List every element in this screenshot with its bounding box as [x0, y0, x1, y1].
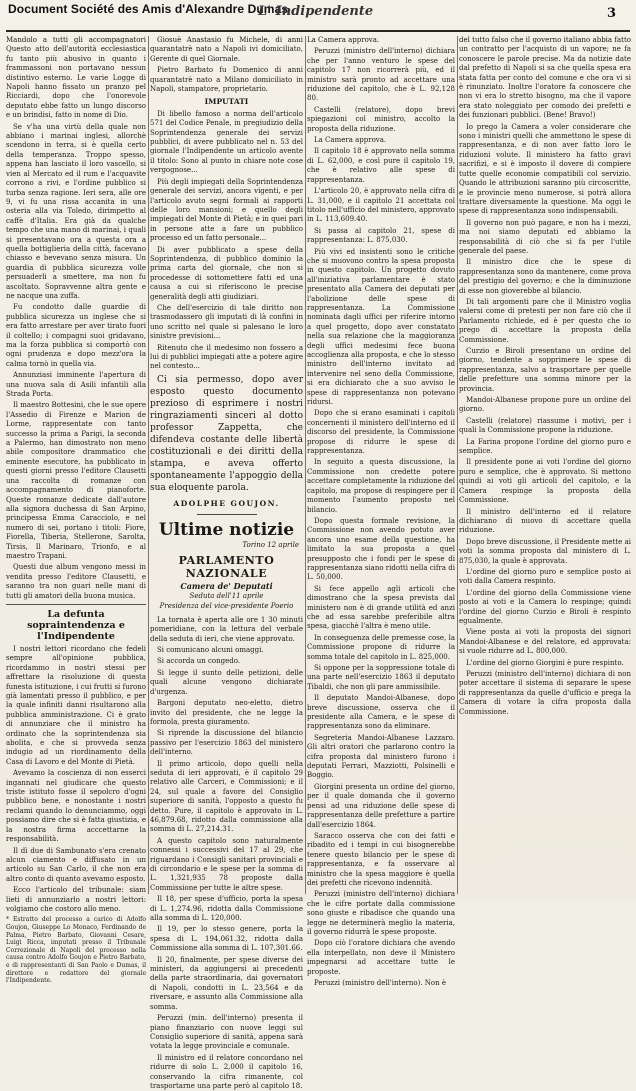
article-paragraph: Peruzzi (ministro dell'interno) dichiara che le cifre portate dalla commissione sono giuste e ribadisce che quando una legge ne determinerà meglio la materia, il governo ridurrà le spese proposte.	[307, 890, 455, 936]
signature: ADOLPHE GOUJON.	[173, 498, 280, 508]
article-paragraph: Ecco l'articolo del tribunale: siam lieti di annunziarlo a nostri lettori: volgiamo che costoro allo meno.	[6, 886, 146, 913]
article-paragraph: Più vivi ed insistenti sono le critiche che si muovono contro la spesa proposta in questo capitolo. Un progetto dovuto all'iniziativa parlamentare è stato presentato alla Camera dei deputati per l'abolizione delle spese di rappresentanza. La Commissione nominata dagli uffici per riferire intorno a quel progetto, dopo aver constatato nella sua relazione che la maggioranza degli uffici medesimi fece buona accoglienza alla proposta, e che lo stesso ministro dell'interno invitato ad intervenire nel seno della Commissione, si era dichiarato che a suo avviso le spese di rappresentanza non potevano ridursi.	[307, 247, 455, 407]
article-paragraph: Si comunicano alcuni omaggi.	[157, 646, 264, 655]
article-paragraph: I nostri lettori ricordano che fedeli sempre all'opinione pubblica, ricordammo in nostri stessi per affrettare la risoluzione di questa funesta istituzione, i cui frutti si furono già lamentati presso il pubblico, e per la quale infiniti danni risultarono alla pubblica amministrazione. Ci è grato di annunziare che il ministro ha ordinato che la soprintendenza sia abolita, e che si provveda senza indugio ad un riordinamento della Casa di Lavoro e del Monte di Pietà.	[6, 644, 146, 766]
article-paragraph: Bargoni deputato neo-eletto, dietro invito del presidente, che ne legge la formola, presta giuramento.	[150, 699, 303, 726]
article-paragraph: Mandolo a tutti gli accompagnatori Questo atto dell'autorità ecclesiastica fu tanto più abusivo in quanto i frammassoni non portavano nessun distintivo esterno. Le varie Logge di Napoli hanno fissato un pranzo pel Ricciardi, dopo che l'onorevole deputato ebbe fatto un lungo discorso e un brindisi, fatto in nome di Dio.	[6, 36, 146, 120]
article-paragraph: L'ordine del giorno Giorgini è pure respinto.	[466, 658, 624, 667]
article-paragraph: Il ministro dice che le spese di rappresentanza sono da mantenere, come prova del prestigio del governo; e che la diminuzione di esse non gioverebbe al bilancio.	[459, 258, 631, 295]
article-paragraph: Peruzzi (ministro dell'interno) dichiara di non poter accettare il sistema di separare le spese di rappresentanza da quelle d'ufficio e prega la Camera di votare la cifra proposta dalla Commissione.	[459, 670, 631, 716]
article-paragraph: Dopo breve discussione, il Presidente mette ai voti la somma proposta dal ministero di L. 875,030, la quale è approvata.	[459, 537, 631, 565]
article-paragraph: Saracco osserva che con dei fatti e ribadito ed i tempi in cui bisognerebbe tenere questo bilancio per le spese di rappresentanza, e fa osservare al ministro che la spesa maggiore è quella dei prefetti che ricevono indennità.	[307, 831, 455, 887]
article-paragraph: Si fece appello agli articoli che dimostrano che la spesa prevista dal ministero non è di grande utilità ed anzi che ad essa sarebbe preferibile altra spesa, giacchè l'altra è meno utile.	[307, 584, 455, 631]
article-paragraph: Si riprende la discussione del bilancio passivo per l'esercizio 1863 del ministero dell'interno.	[150, 729, 303, 757]
article-paragraph: Giorgini presenta un ordine del giorno, per il quale domanda che il governo pensi ad una riduzione delle spese di rappresentanza delle prefetture a partire dall'esercizio 1864.	[307, 782, 455, 829]
article-paragraph: Pietro Barbato fu Domenico di anni quarantatrè nato a Milano domiciliato in Napoli, stampatore, proprietario.	[150, 66, 303, 94]
article-paragraph: La Camera approva.	[307, 36, 380, 44]
article-paragraph: Il 18, per spese d'ufficio, porta la spesa di L. 1,274.96, ridotta dalla Commissione alla somma di L. 120,000.	[150, 895, 303, 923]
document-source-label: Document Société des Amis d'Alexandre Dumas	[8, 2, 289, 16]
article-paragraph: Di aver pubblicato a spese della Soprintendenza, di pubblico dominio la prima carta del giornale, che non si procedesse di sottomettere fatti ed una causa a cui si riferiscono le precise generalità degli atti giudiziari.	[150, 245, 303, 301]
article-paragraph: Viene posta ai voti la proposta dei signori Mandoi-Albanese e del relatore, ed approvata: si vuole ridurre ad L. 800,000.	[459, 628, 631, 656]
column-divider	[305, 36, 306, 894]
article-paragraph: In seguito a questa discussione, la Commissione non credette potere accettare completamente la riduzione del capitolo, ma propose di respingere per il momento l'aumento proposto nel bilancio.	[307, 458, 455, 514]
article-paragraph: Si oppone per la soppressione totale di una parte nell'esercizio 1863 il deputato Tibaldi, che non gli pare ammissibile.	[307, 664, 455, 691]
article-paragraph: Peruzzi (ministro dell'interno) dichiara che per l'anno venturo le spese del capitolo 17 non ricorrerà più, ed il ministro sarà pronto ad accettare una riduzione del capitolo, che è L. 92,128 80.	[307, 47, 455, 103]
article-paragraph: Fu condotto dalle guardie di pubblica sicurezza un inglese che si era fatto arrestare per aver tirato fuori il coltello; i compagni suoi gridavano, ma la forza pubblica si comportò con ogni prudenza e dopo mezz'ora la calma tornò in quella via.	[6, 303, 146, 368]
article-paragraph: L'ordine del giorno della Commissione viene posto ai voti e la Camera lo respinge; quindi l'ordine del giorno Curzio e Biroli è respinto egualmente.	[459, 588, 631, 625]
article-paragraph: Il dì due di Sambunato s'era crenato alcun ciamento e diffusato in un articolo su San Carlo, il che non era altro conto di quanto avevamo esposto.	[6, 846, 146, 883]
section-divider	[6, 604, 146, 605]
article-paragraph: Castelli (relatore), dopo brevi spiegazioni col ministro, accolto la proposta della riduzione.	[307, 105, 455, 133]
article-paragraph: Se v'ha una virtù della quale non abbiano i marinai inglesi, allorchè scendono in terra, si è quella certo della temperanza. Troppo spesso, appena han lasciato il loro vascello, si vien al Mercato ed il rum e l'acquavite corrono a rivi, e l'ordine pubblico si turba senza ragione. Ieri sera, alle ore 9, vi fu una rissa accanita in una osteria alla via Toledo, dirimpetto al caffè d'Italia. Era già da qualche tempo che una mano di marinai, i quali si presentavano ora a questa ora a quella bottiglieria della città, facevano chiasso e bevevano senza misura. Un guardia di pubblica sicurezza volle persuaderli a smettere, ma non fu ascoltato. Sopravvenne altra gente e ne nacque una zuffa.	[6, 122, 146, 300]
column-divider	[457, 36, 458, 894]
article-paragraph: Si passa al capitolo 21, spese di rappresentanza: L. 875,030.	[307, 226, 455, 245]
article-paragraph: Io prego la Camera a voler considerare che sono i ministri quelli che ammettono le spese di rappresentanza, e di non aver fatto loro le riduzioni volute. Il ministero ha fatto gravi sacrifizi, e si è imposto il dovere di compiere tutte quelle economie compatibili col servizio. Quando le attribuzioni saranno più circoscritte, e le provincie meno numerose, si potrà allora trattare diversamente la questione. Ma oggi le spese di rappresentanza sono indispensabili.	[459, 122, 631, 216]
article-paragraph: La Camera approva.	[314, 136, 387, 145]
article-paragraph: Che dell'esercizio di tale diritto non trasmodassero gli imputati di là confini in uno scritto nel quale si palesano le loro sinistre previsioni...	[150, 303, 303, 341]
article-paragraph: Peruzzi (min. dell'interno) presenta il piano finanziario con nuove leggi sul Consiglio superiore di sanità, appena sarà votata la legge provinciale e comunale.	[150, 1014, 303, 1051]
article-paragraph: Il presidente pone ai voti l'ordine del giorno puro e semplice, che è approvato. Si mettono quindi ai voti gli articoli del capitolo, e la Camera respinge la proposta della Commissione.	[459, 458, 631, 505]
article-paragraph: Il 19, per lo stesso genere, porta la spesa di L. 194,061.32, ridotta dalla Commissione alla somma di L. 107,301.66.	[150, 925, 303, 953]
article-paragraph: Il maestro Bottesini, che le sue opere l'Assedio di Firenze e Marion de Lorme, rappresentate con tanto successo la prima a Parigi, la seconda a Palermo, han dimostrato non meno abile compositore drammatico che eminente esecutore, ha pubblicato in questi giorni presso l'editore Clausetti una raccolta di romanze con accompagnamento di pianoforte. Queste romanze dedicate dall'autore alla signora duchessa di San Arpino, principessa Emma Caracciolo, e nel numero di sei, portano i titoli: Fiore, Fiorella, Tiberia, Stellerone, Sarolta, Tirsis, Il Marinaro, Trionfo, e al maestro Trapani.	[6, 401, 146, 560]
column-divider	[148, 36, 149, 894]
footnote: * Estratto del processo a carico di Adolfo Goujon, Giuseppe Lo Monaco, Ferdinando de Palma, Pietro Barbato, Giovanni Cesare, Luigi Ricca, imputati presso il Tribunale Correzionale di Napoli del processo nella causa contro Adolfo Goujon e Pietro Barbato, e di rappresentanti di San Paolo e Dumas, il direttore e redattore del giornale l'Indipendente.	[6, 916, 146, 985]
column-2	[150, 36, 303, 1090]
newspaper-masthead: L' Indipendente	[258, 4, 374, 19]
article-paragraph: Segreteria Mandoi-Albanese Lazzaro. Gli altri oratori che parlarono contro la cifra proposta dal ministero furono i deputati Ferrari, Mazziotti, Polsinelli e Boggio.	[307, 733, 455, 780]
article-paragraph: Dopo questa formale revisione, la Commissione non avendo potuto aver ancora uno esame della questione, ha limitato la sua proposta a quel presupposto che i fondi per le spese di rappresentanza siano ridotti nella cifra di L. 50,000.	[307, 516, 455, 582]
parlamento-title: PARLAMENTO NAZIONALE	[178, 553, 275, 580]
article-paragraph: L'articolo 20, è approvato nella cifra di L. 31,000, e il capitolo 21 accettata col titolo nell'ufficio del ministero, approvato in L. 113,609.40.	[307, 187, 455, 224]
seduta-heading: Seduta dell'11 aprile	[189, 592, 264, 601]
article-paragraph: Il ministro ed il relatore concordano nel ridurre di solo L. 2,000 il capitolo 16, conservando la cifra rimanente, col trasportarne una parte però al capitolo 18.	[150, 1053, 303, 1090]
article-paragraph: Castelli (relatore) riassume i motivi, per i quali la Commissione propone la riduzione.	[459, 416, 631, 435]
article-paragraph: L'ordine del giorno puro e semplice posto ai voti dalla Camera respinto.	[459, 567, 631, 586]
article-paragraph: Mandoi-Albanese propone pure un ordine del giorno.	[459, 396, 631, 414]
article-paragraph: Questi due album vengono messi in vendita presso l'editore Clausetti, e saranno tra non guari nelle mani di tutti gli amatori della buona musica.	[6, 563, 146, 600]
article-paragraph: Di libello famoso a norma dell'articolo 571 del Codice Penale, in pregiudizio della Soprintendenza generale dei servizi pubblici, di avere pubblicato nel n. 53 del giornale l'Indipendente un articolo avente il titolo: Sono al punto in chiare note cose vergognose...	[150, 109, 303, 175]
article-paragraph: Curzio e Biroli presentano un ordine del giorno, tendente a sopprimere le spese di rappresentanza, salvo a trasportare per quelle delle prefetture una somma minore per la provincia.	[459, 347, 631, 393]
article-paragraph: Il governo non può pagare, e non ha i mezzi, ma noi siamo deputati ed abbiamo la responsabilità di ciò che si fa per l'utile generale del paese.	[459, 218, 631, 255]
article-paragraph: Si accorda un congedo.	[157, 657, 241, 666]
imputati-heading: IMPUTATI	[204, 97, 249, 107]
page-header	[0, 0, 636, 38]
article-paragraph: A questo capitolo sono naturalmente connessi i successivi del 17 al 29, che riguardano i Consigli sanitari provinciali e di circondario e le spese per la somma di L. 1,321,935 78 proposte dalla Commissione per tutte le altre spese.	[150, 836, 303, 892]
article-paragraph: Peruzzi (ministro dell'interno). Non è	[314, 979, 446, 987]
article-paragraph: Il ministro dell'interno ed il relatore dichiarano di nuovo di accettare quella riduzione.	[459, 507, 631, 535]
section-title: La defunta sopraintendenza e l'Indipendente	[27, 608, 125, 642]
presidenza-heading: Presidenza del vice-presidente Poerio	[159, 602, 294, 611]
column-1	[6, 36, 146, 985]
article-paragraph: Si legge il sunto delle petizioni, delle quali alcune vengono dichiarate d'urgenza.	[150, 668, 303, 696]
article-paragraph: Dopo ciò l'oratore dichiara che avendo ella interpellato, non deve il Ministero impegnarsi ad accettare tutte le proposte.	[307, 939, 455, 976]
header-rule	[6, 30, 630, 32]
article-paragraph: Avevamo la coscienza di non esserci ingannati nel giudicare che questo triste istituto fosse il sepolcro d'ogni pubblico bene, e nonostante i nostri reclami quando lo denunciammo, oggi possiamo dire che si è fatta giustizia, e la nostra firma acccettarne la responsabilità.	[6, 769, 146, 844]
article-paragraph: Ritenuto che il medesimo non fossero a lui di pubblici impiegati atte a potere agire nel contesto...	[150, 343, 303, 371]
article-paragraph: La tornata è aperta alle ore 1 30 minuti pomeridiane, con la lettura del verbale della seduta di ieri, che viene approvato.	[150, 615, 303, 643]
page-number: 3	[607, 6, 617, 21]
article-paragraph: Il deputato Mandoi-Albanese, dopo breve discussione, osserva che il presidente alla Camera, e le spese di rappresentanza sono da eliminare.	[307, 694, 455, 731]
article-paragraph: Il primo articolo, dopo quelli nella seduta di ieri approvati, è il capitolo 29 relativo alle Carceri, e Commissioni; e il 24, sul quale a favore del Consiglio superiore di sanità, l'opposto a questo fu detto. Pure, il capitolo è approvato in L. 46,879.68, ridotto dalla commissione alla somma di L. 27,214.31.	[150, 759, 303, 834]
article-paragraph: In conseguenza delle premesse cose, la Commissione propone di ridurre la somma totale del capitolo in L. 825,000.	[307, 633, 455, 661]
dateline: Torino 12 aprile	[242, 541, 299, 550]
article-paragraph: Il capitolo 18 è approvato nella somma di L. 62,000, e così pure il capitolo 19, che è relativo alle spese di rappresentanza.	[307, 147, 455, 184]
column-4	[459, 36, 631, 894]
section-rule	[197, 514, 257, 515]
article-paragraph: Dopo che si erano esaminati i capitoli concernenti il ministero dell'interno ed il discorso del presidente, la Commissione propose di ridurre le spese di rappresentanza.	[307, 409, 455, 456]
column-3	[307, 36, 455, 987]
ultime-notizie-title: Ultime notizie	[158, 520, 295, 541]
article-paragraph: Annunziasi imminente l'apertura di una nuova sala di Asili infantili alla Strada Porta.	[6, 371, 146, 399]
article-paragraph: del tutto falso che il governo italiano abbia fatto un contratto per l'acquisto di un vapore; ne fa conoscere le parole precise. Ma da notizie date dal prefetto di Napoli si sa che quella spesa era stata fatta per conto del comune e che ora vi si è rinunziato. Inoltre l'oratore fa conoscere che non vi era lo stretto bisogno, ma che il vapore era stato noleggiato per comodo dei prefetti e dei funzionari pubblici. (Bene! Bravo!)	[459, 36, 631, 120]
article-paragraph: Di tali argomenti pare che il Ministro voglia valersi come di pretesti per non fare ciò che il Parlamento richiede, ed è per questo che io prego di accettare la proposta della Commissione.	[459, 297, 631, 344]
camera-heading: Camera de' Deputati	[180, 580, 273, 591]
article-paragraph: Più degli impiegati della Soprintendenza generale dei servizi, ancora vigenti, e per l'articolo avuto segni formali ai rapporti delle loro mansioni; e quello degli impiegati del Monte di Pietà; e in quei pari in persone atte a fare un pubblico processo ed un fatto personale...	[150, 177, 303, 243]
article-paragraph: Il 20, finalmente, per spese diverse dei ministeri, da aggiungersi ai precedenti della parte straordinaria, dai governatori di Napoli, condotti in L. 23,564 e da riversare, e assunto alla Commissione alla somma.	[150, 955, 303, 1011]
article-paragraph: Giosuè Anastasio fu Michele, di anni quarantatrè nato a Napoli ivi domiciliato, Gerente di quel Giornale.	[150, 36, 303, 63]
article-paragraph: La Farina propone l'ordine del giorno puro e semplice.	[459, 437, 631, 456]
article-paragraph: Ci sia permesso, dopo aver esposto questo documento prezioso di esprimere i nostri ringraziamenti sinceri al dotto professor Zappetta, che difendeva costante delle libertà costituzionali e dei diritti della stampa, e aveva offerto spontaneamente l'appoggio della sua eloquente parola.	[150, 374, 303, 493]
